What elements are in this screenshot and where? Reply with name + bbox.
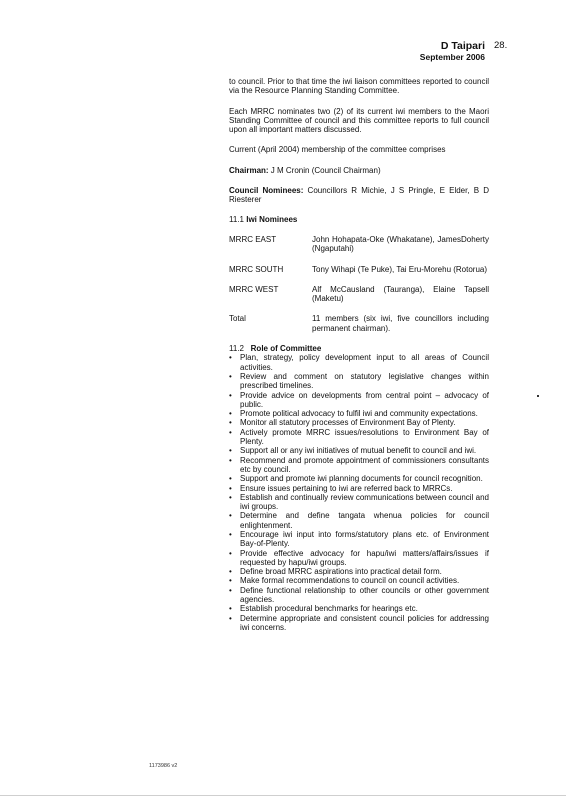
iwi-row [229,265,489,274]
iwi-names: 11 members (six iwi, five councillors including permanent chairman). [312,314,489,333]
role-item: • Define functional relationship to other councils or other government agencies. [229,586,489,605]
iwi-names: Alf McCausland (Tauranga), Elaine Tapsell (Maketu) [312,284,489,304]
role-item: • Provide effective advocacy for hapu/iwi matters/affairs/issues if requested by hapu/iwi groups. [229,549,489,568]
iwi-nominees-heading [229,215,489,224]
role-item: • Determine appropriate and consistent council policies for addressing iwi concerns. [229,614,489,633]
chairman-value: J M Cronin (Council Chairman) [270,165,381,175]
role-item: • Support and promote iwi planning documents for council recognition. [229,474,489,483]
iwi-names: Tony Wihapi (Te Puke), Tai Eru-Morehu (Rotorua) [312,264,488,274]
section-number: 11.2 [229,344,244,354]
role-item: • Define broad MRRC aspirations into practical detail form. [229,567,489,576]
iwi-nominees-table [229,235,489,333]
page-edge-line [0,795,566,796]
section-number: 11.1 [229,214,244,224]
council-nominees-label: Council Nominees: [229,186,304,196]
intro-paragraph: to council. Prior to that time the iwi liaison committees reported to council via the Resource Planning Standing Committee. [229,77,489,96]
role-item: • Provide advice on developments from central point – advocacy of public. [229,391,489,410]
iwi-region: MRRC EAST [229,234,277,244]
council-nominees-value: Councillors R Michie, J S Pringle, E Elder, B D Riesterer [229,186,489,205]
role-item: • Determine and define tangata whenua policies for council enlightenment. [229,511,489,530]
role-item: • Establish procedural benchmarks for hearings etc. [229,604,489,613]
role-list [229,353,489,632]
role-item: • Promote political advocacy to fulfil iwi and community expectations. [229,409,489,418]
role-item: • Review and comment on statutory legislative changes within prescribed timelines. [229,372,489,391]
header-title: D Taipari [440,40,485,52]
iwi-row [229,314,489,333]
document-code: 1173986 v2 [149,763,178,769]
role-item: • Make formal recommendations to council on council activities. [229,576,489,585]
chairman-line [229,166,489,175]
role-item: • Monitor all statutory processes of Environment Bay of Plenty. [229,418,489,427]
council-nominees-line [229,186,489,205]
role-item: • Recommend and promote appointment of commissioners consultants etc by council. [229,456,489,475]
iwi-row [229,235,489,254]
role-item: • Actively promote MRRC issues/resolutions to Environment Bay of Plenty. [229,428,489,447]
role-item: • Establish and continually review communications between council and iwi groups. [229,493,489,512]
iwi-region: Total [229,314,246,324]
intro-paragraph: Each MRRC nominates two (2) of its current iwi members to the Maori Standing Committee of council and this committee reports to full council upon all important matters discussed. [229,106,489,135]
role-item: • Ensure issues pertaining to iwi are referred back to MRRCs. [229,484,489,493]
iwi-region: MRRC WEST [229,284,279,294]
section-title: Iwi Nominees [246,214,298,224]
role-item: • Plan, strategy, policy development input to all areas of Council activities. [229,353,489,372]
intro-paragraph: Current (April 2004) membership of the committee comprises [229,145,446,155]
page-number: 28. [494,40,508,51]
role-item: • Encourage iwi input into forms/statutory plans etc. of Environment Bay-of-Plenty. [229,530,489,549]
document-body [229,77,489,632]
iwi-names: John Hohapata-Oke (Whakatane), JamesDoherty (Ngaputahi) [312,234,489,254]
chairman-label: Chairman: [229,165,269,175]
role-of-committee-heading [229,344,489,353]
section-title: Role of Committee [250,344,322,354]
header-date: September 2006 [419,52,485,62]
role-item: • Support all or any iwi initiatives of mutual benefit to council and iwi. [229,446,489,455]
iwi-region: MRRC SOUTH [229,264,284,274]
iwi-row [229,285,489,304]
scan-mark [537,395,539,397]
